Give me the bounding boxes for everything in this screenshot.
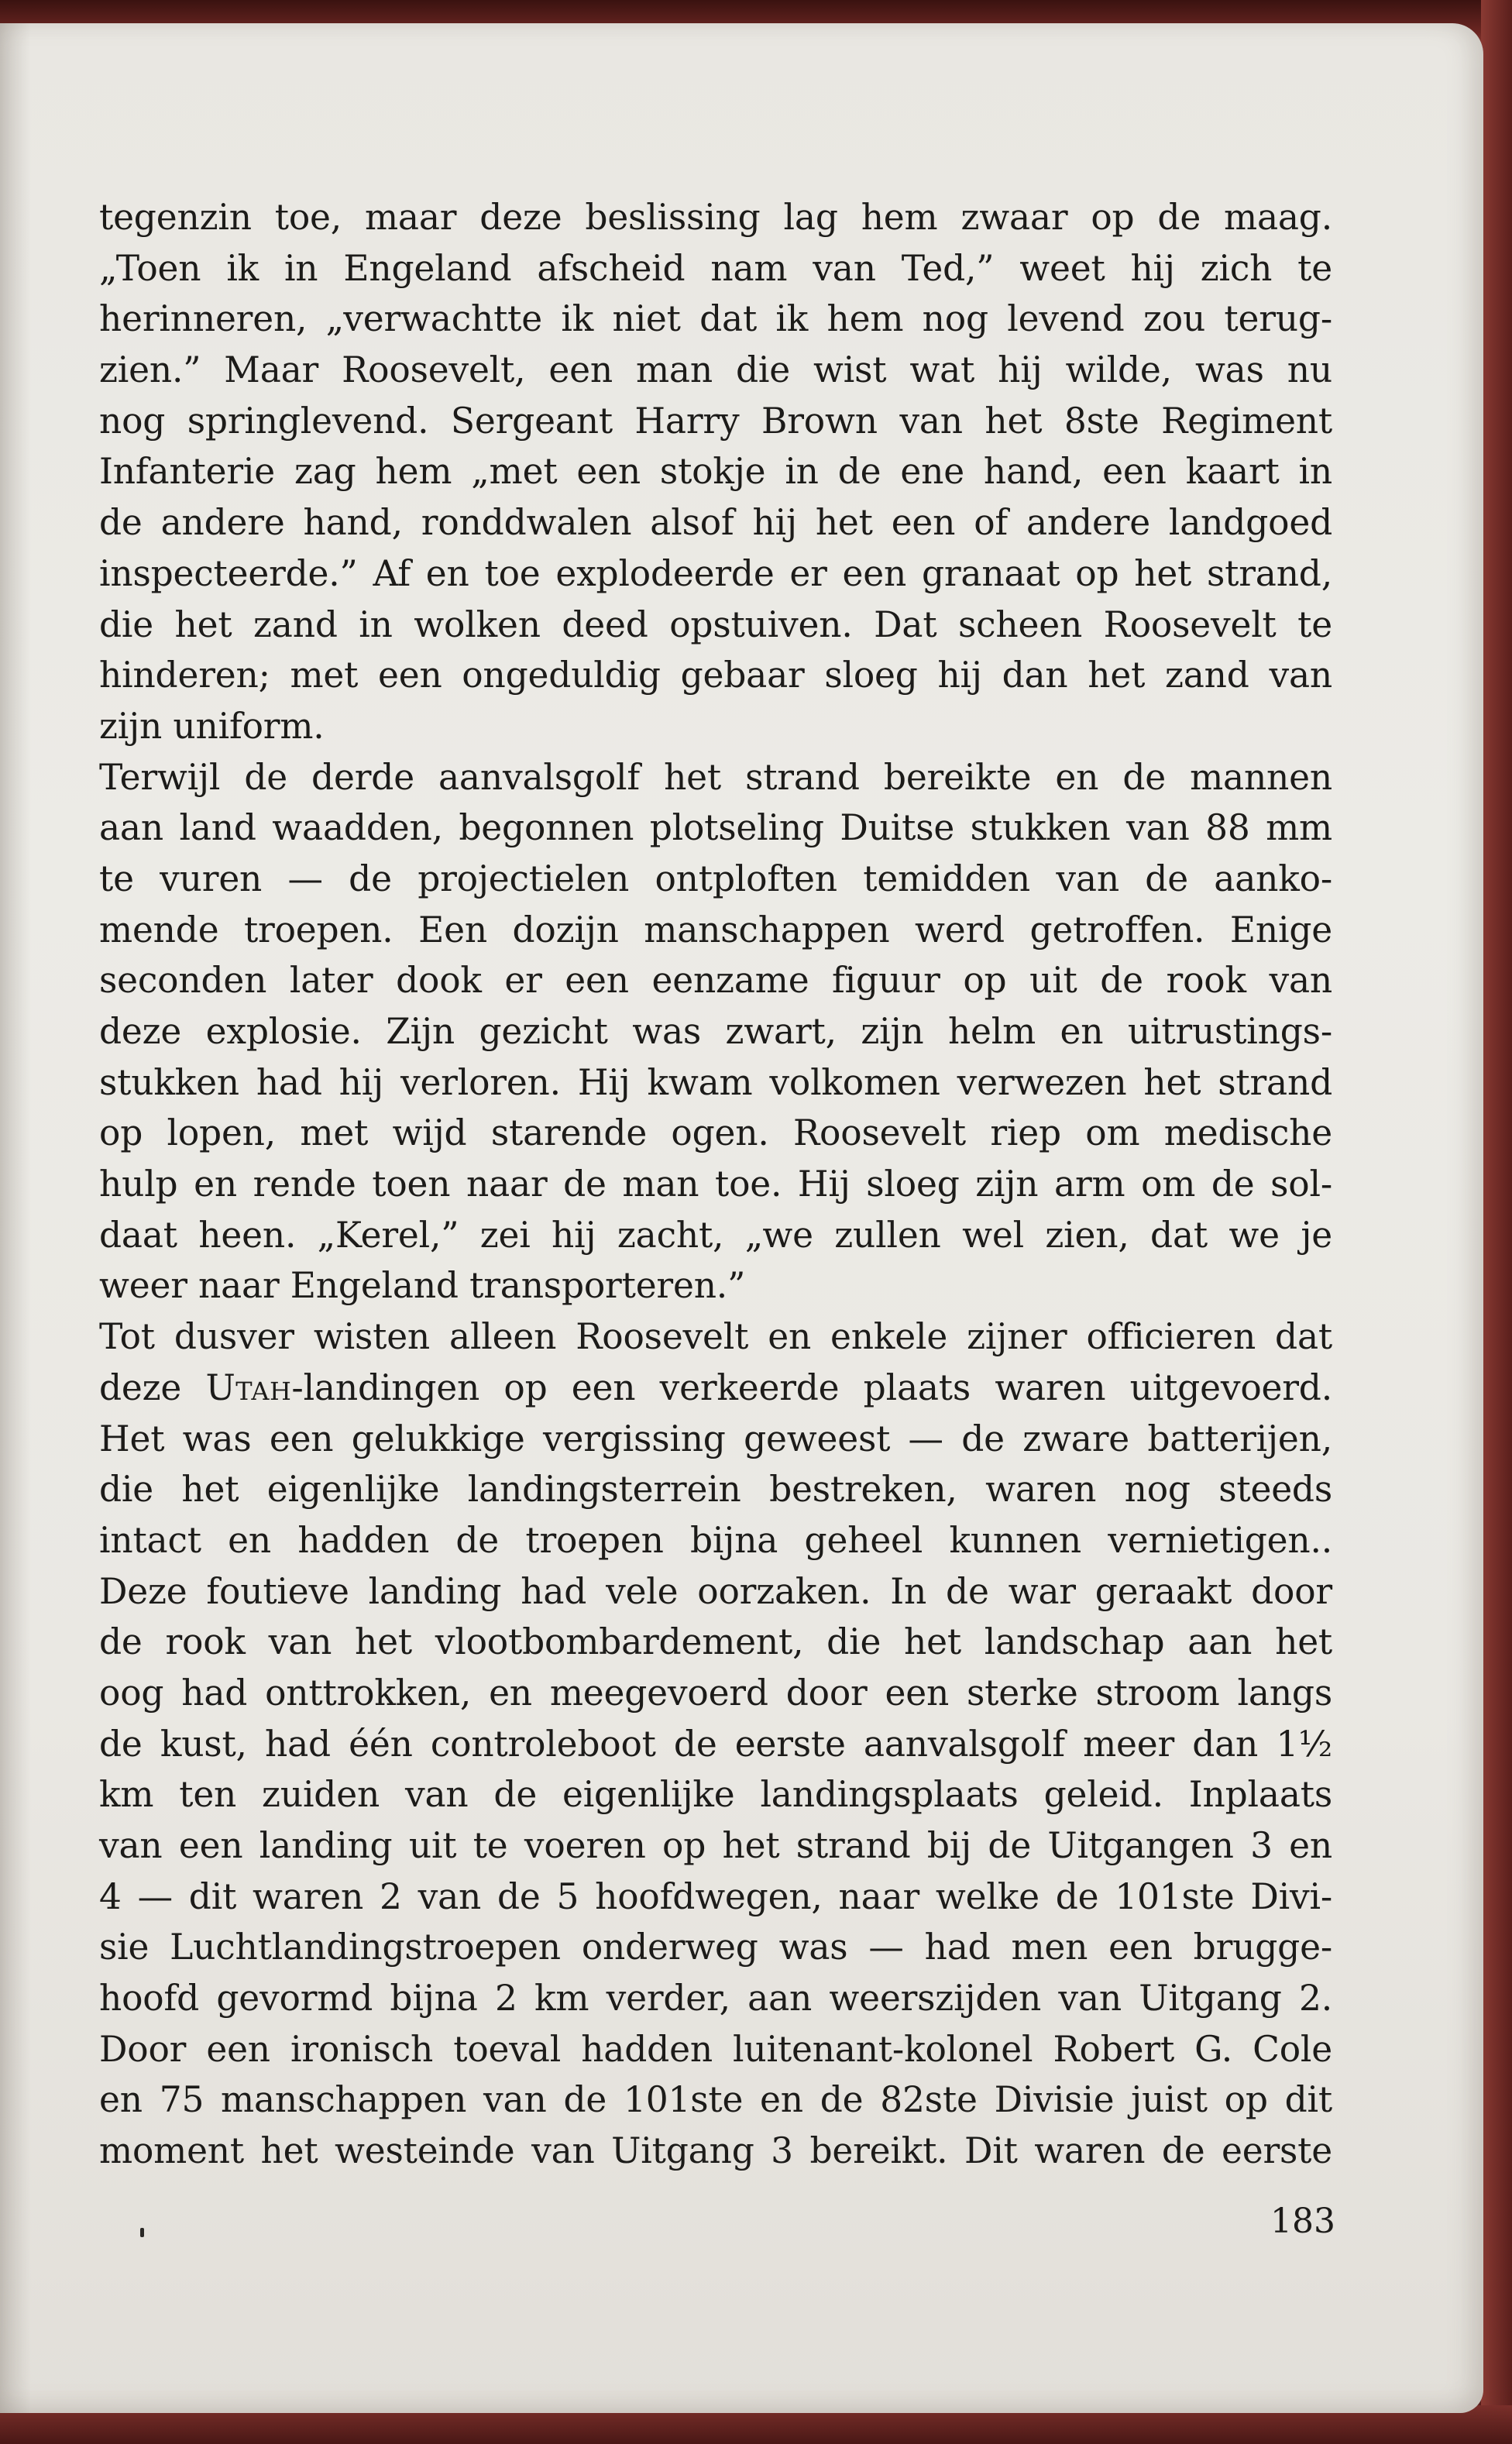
text-line [99, 497, 1332, 548]
text-line-content: seconden later dook er een eenzame figuur op uit de rook van [99, 960, 1332, 1002]
text-line [99, 905, 1332, 956]
text-line-content: Deze foutieve landing had vele oorzaken. In de war geraakt door [99, 1570, 1332, 1612]
text-line-content: de andere hand, ronddwalen alsof hij het een of andere landgoed [99, 502, 1332, 544]
text-line [99, 1719, 1332, 1770]
text-line-content: Het was een gelukkige vergissing geweest — de zware batterijen, [99, 1418, 1332, 1459]
text-line [99, 446, 1332, 497]
text-line [99, 1566, 1332, 1617]
book-page [0, 23, 1483, 2413]
text-line [99, 1515, 1332, 1566]
text-line [99, 1414, 1332, 1465]
text-line [99, 1006, 1332, 1057]
text-line-content: oog had onttrokken, en meegevoerd door een sterke stroom langs [99, 1672, 1332, 1714]
text-line [99, 1769, 1332, 1820]
text-line-content: en 75 manschappen van de 101ste en de 82ste Divisie juist op dit [99, 2079, 1332, 2121]
text-line-content: deze Utah-landingen op een verkeerde plaats waren uitgevoerd. [99, 1366, 1332, 1408]
text-line [99, 243, 1332, 294]
text-line-content: 4 — dit waren 2 van de 5 hoofdwegen, naar welke de 101ste Divi- [99, 1875, 1332, 1917]
text-line-content: hulp en rende toen naar de man toe. Hij sloeg zijn arm om de sol- [99, 1164, 1332, 1205]
text-line [99, 1820, 1332, 1872]
text-line [99, 548, 1332, 600]
page-number: 183 [1270, 2202, 1335, 2241]
text-line-content: van een landing uit te voeren op het strand bij de Uitgangen 3 en [99, 1825, 1332, 1866]
text-line-content: stukken had hij verloren. Hij kwam volkomen verwezen het strand [99, 1061, 1332, 1103]
ink-speck [140, 2228, 144, 2237]
text-line-content: die het zand in wolken deed opstuiven. Dat scheen Roosevelt te [99, 603, 1332, 645]
text-line-content: aan land waadden, begonnen plotseling Duitse stukken van 88 mm [99, 807, 1332, 849]
text-line [99, 192, 1332, 243]
text-line [99, 1260, 1332, 1311]
text-line [99, 955, 1332, 1006]
text-line [99, 650, 1332, 701]
text-line-content: weer naar Engeland transporteren.” [99, 1265, 746, 1307]
text-line-content: Tot dusver wisten alleen Roosevelt en enkele zijner officieren dat [99, 1316, 1332, 1358]
text-line [99, 396, 1332, 447]
text-line [99, 1057, 1332, 1109]
text-line-content: Infanterie zag hem „met een stokje in de ene hand, een kaart in [99, 451, 1332, 493]
text-line [99, 2126, 1332, 2177]
text-line [99, 854, 1332, 905]
text-line [99, 294, 1332, 345]
text-line [99, 1922, 1332, 1973]
text-line [99, 752, 1332, 803]
text-line [99, 1464, 1332, 1515]
text-line-content: intact en hadden de troepen bijna geheel kunnen vernietigen.. [99, 1519, 1332, 1561]
text-line-content: deze explosie. Zijn gezicht was zwart, zijn helm en uitrustings- [99, 1011, 1332, 1052]
text-line-content: nog springlevend. Sergeant Harry Brown van het 8ste Regiment [99, 400, 1332, 442]
text-line-content: de rook van het vlootbombardement, die het landschap aan het [99, 1621, 1332, 1663]
text-line-content: die het eigenlijke landingsterrein bestreken, waren nog steeds [99, 1469, 1332, 1511]
text-line [99, 2024, 1332, 2075]
text-line [99, 701, 1332, 752]
text-line-content: hoofd gevormd bijna 2 km verder, aan weerszijden van Uitgang 2. [99, 1978, 1332, 2019]
text-line-content: Terwijl de derde aanvalsgolf het strand bereikte en de mannen [99, 756, 1332, 798]
text-line-content: daat heen. „Kerel,” zei hij zacht, „we zullen wel zien, dat we je [99, 1214, 1332, 1256]
text-line-content: moment het westeinde van Uitgang 3 bereikt. Dit waren de eerste [99, 2130, 1332, 2172]
text-line-content: Door een ironisch toeval hadden luitenant-kolonel Robert G. Cole [99, 2028, 1332, 2070]
text-line [99, 803, 1332, 854]
text-line-content: zien.” Maar Roosevelt, een man die wist wat hij wilde, was nu [99, 349, 1332, 391]
text-line [99, 1210, 1332, 1261]
text-line-content: km ten zuiden van de eigenlijke landingsplaats geleid. Inplaats [99, 1774, 1332, 1816]
text-line [99, 2074, 1332, 2126]
text-line-content: de kust, had één controleboot de eerste aanvalsgolf meer dan 1½ [99, 1723, 1332, 1765]
text-line-content: op lopen, met wijd starende ogen. Roosevelt riep om medische [99, 1112, 1332, 1154]
text-line-content: sie Luchtlandingstroepen onderweg was — had men een brugge- [99, 1927, 1332, 1968]
text-line [99, 1108, 1332, 1159]
text-line-content: zijn uniform. [99, 705, 325, 747]
text-line [99, 1159, 1332, 1210]
text-line-content: herinneren, „verwachtte ik niet dat ik hem nog levend zou terug- [99, 298, 1332, 340]
text-line [99, 1617, 1332, 1668]
text-line [99, 1311, 1332, 1363]
text-line [99, 1872, 1332, 1923]
text-line [99, 1973, 1332, 2024]
text-line-content: hinderen; met een ongeduldig gebaar sloeg hij dan het zand van [99, 655, 1332, 696]
text-line [99, 345, 1332, 396]
cover-edge-right [1481, 0, 1512, 2444]
text-line-content: te vuren — de projectielen ontploften temidden van de aanko- [99, 858, 1332, 899]
text-line-content: tegenzin toe, maar deze beslissing lag hem zwaar op de maag. [99, 197, 1332, 238]
text-line [99, 600, 1332, 651]
text-line-content: mende troepen. Een dozijn manschappen werd getroffen. Enige [99, 909, 1332, 950]
text-line-content: inspecteerde.” Af en toe explodeerde er een granaat op het strand, [99, 552, 1332, 594]
text-line [99, 1363, 1332, 1414]
text-line [99, 1668, 1332, 1719]
text-line-content: „Toen ik in Engeland afscheid nam van Ted,” weet hij zich te [99, 247, 1332, 289]
body-text [99, 192, 1332, 2177]
